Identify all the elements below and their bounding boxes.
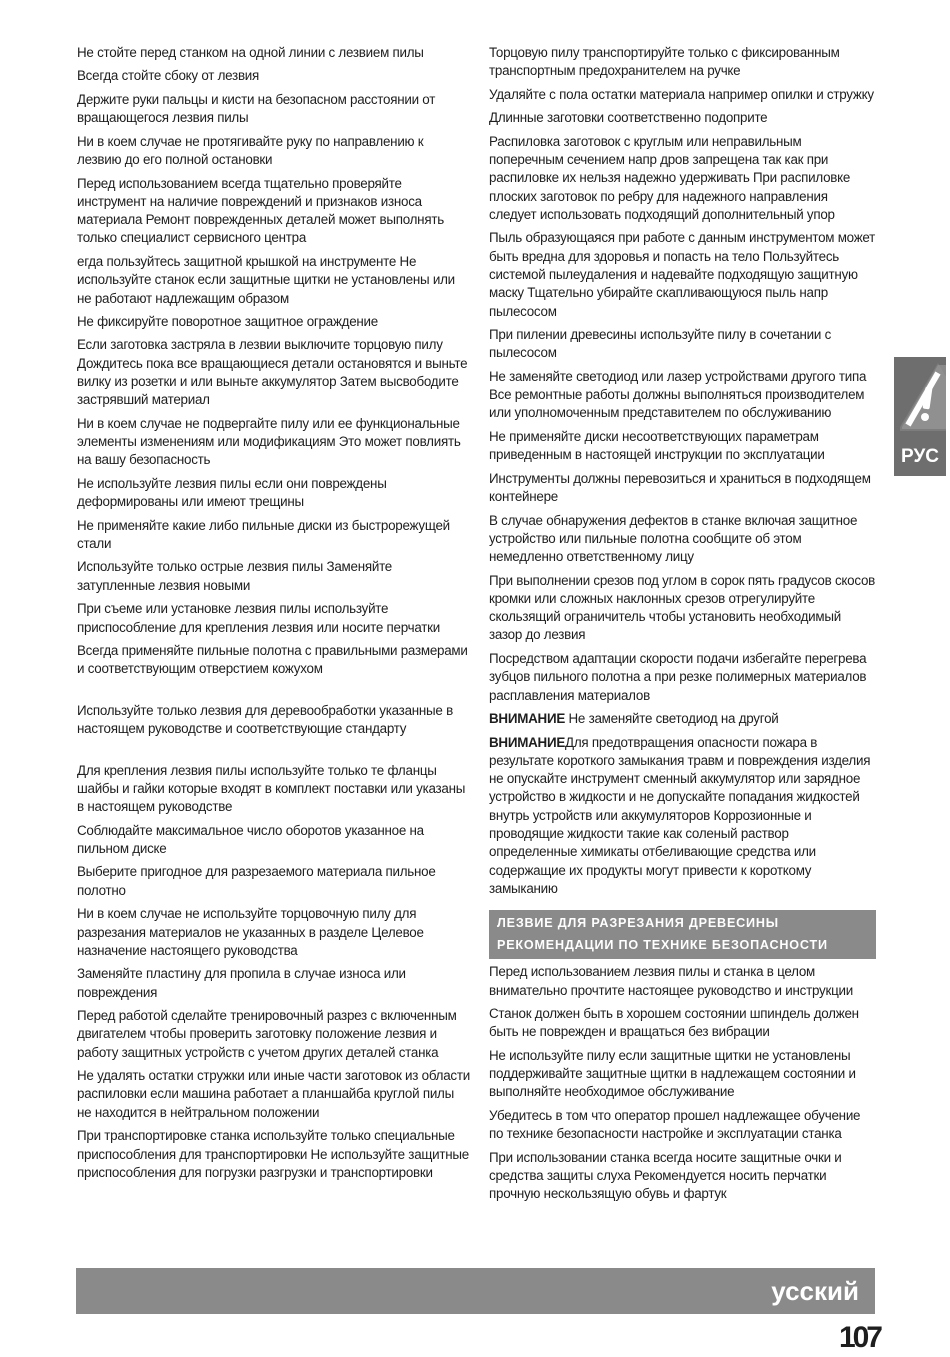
paragraph: Не стойте перед станком на одной линии с лезвием пилы	[77, 45, 424, 60]
right-paragraphs	[489, 44, 876, 705]
paragraph: Длинные заготовки соответственно подоприте	[489, 110, 768, 126]
section-heading-line2: РЕКОМЕНДАЦИИ ПО ТЕХНИКЕ БЕЗОПАСНОСТИ	[497, 938, 828, 953]
paragraph: Для крепления лезвия пилы используйте только те фланцы шайбы и гайки которые входят в комплект поставки или указаны в настоящем руководстве	[77, 762, 466, 815]
warning-label: ВНИМАНИЕ	[489, 711, 566, 727]
paragraph: При транспортировке станка используйте только специальные приспособления для транспортировки Не используйте защитные приспособления для погрузки разгрузки и транспортировки	[77, 1128, 469, 1180]
paragraph-gap	[77, 744, 470, 762]
footer-language-label: усский	[771, 1276, 859, 1306]
paragraph-gap	[77, 684, 470, 702]
paragraph: Не применяйте какие либо пильные диски из быстрорежущей стали	[77, 517, 450, 551]
paragraph: В случае обнаружения дефектов в станке включая защитное устройство или пильные полотна сообщите об этом немедленно ответственному лицу	[489, 512, 858, 565]
paragraph: Не используйте лезвия пилы если они повреждены деформированы или имеют трещины	[77, 475, 387, 510]
right-column	[489, 44, 876, 1209]
left-column	[77, 44, 470, 1187]
warning-triangle-icon	[894, 357, 946, 439]
paragraph: Выберите пригодное для разрезаемого материала пильное полотно	[77, 864, 436, 898]
warning-led	[489, 710, 876, 728]
section-paragraphs	[489, 963, 876, 1203]
paragraph: Если заготовка застряла в лезвии выключите торцовую пилу Дождитесь пока все вращающиеся детали остановятся и выньте вилку из розетки и или выньте аккумулятор Затем высвободите застрявший материал	[77, 337, 468, 408]
paragraph: Всегда стойте сбоку от лезвия	[77, 68, 260, 84]
paragraph: Всегда применяйте пильные полотна с правильными размерами и соответствующим отверстием кожухом	[77, 643, 468, 677]
paragraph: егда пользуйтесь защитной крышкой на инструменте Не используйте станок если защитные щитки не установлены или не работают надлежащим образом	[77, 253, 455, 306]
language-code: РУС	[901, 446, 939, 467]
paragraph: Посредством адаптации скорости подачи избегайте перегрева зубцов пильного полотна а при резке полимерных материалов расплавления материалов	[489, 650, 867, 703]
paragraph: Держите руки пальцы и кисти на безопасном расстоянии от вращающегося лезвия пилы	[77, 91, 436, 126]
paragraph: При съеме или установке лезвия пилы используйте приспособление для крепления лезвия или носите перчатки	[77, 601, 440, 635]
paragraph: Ни в коем случае не подвергайте пилу или ее функциональные элементы изменениям или модификациям Это может повлиять на вашу безопасность	[77, 415, 461, 468]
paragraph: Перед использованием всегда тщательно проверяйте инструмент на наличие повреждений и признаков износа материала Ремонт поврежденных деталей может выполнять только специалист сервисного центра	[77, 175, 444, 246]
paragraph: При выполнении срезов под углом в сорок пять градусов скосов кромки или сложных наклонных срезов отрегулируйте скользящий ограничитель чтобы установить необходимый зазор до лезвия	[489, 572, 876, 643]
paragraph: Ни в коем случае не используйте торцовочную пилу для разрезания материалов не указанных в разделе Целевое назначение настоящего руководства	[77, 906, 424, 958]
paragraph: Перед работой сделайте тренировочный разрез с включенным двигателем чтобы проверить заготовку положение лезвия и работу защитных устройств с учетом других деталей станка	[77, 1008, 457, 1060]
paragraph: При пилении древесины используйте пилу в сочетании с пылесосом	[489, 327, 832, 361]
warning-text: Для предотвращения опасности пожара в результате короткого замыкания травм и повреждения изделия не опускайте инструмент сменный аккумулятор или зарядное устройство в жидкости и не допускайте попадания жидкостей внутрь устройств или аккумуляторов Коррозионные и проводящие жидкости такие как соленый раствор определенные химикаты отбеливающие средства или содержащие их продукты могут привести к короткому замыканию	[489, 734, 871, 896]
paragraph: При использовании станка всегда носите защитные очки и средства защиты слуха Рекомендуется носить перчатки прочную нескользящую обувь и фартук	[489, 1149, 842, 1202]
section-heading	[489, 910, 876, 959]
warning-text: Не заменяйте светодиод на другой	[565, 711, 779, 727]
language-side-tab	[894, 357, 946, 476]
paragraph: Пыль образующаяся при работе с данным инструментом может быть вредна для здоровья и попасть на тело Пользуйтесь системой пылеудаления и надевайте подходящую защитную маску Тщательно убирайте скапливающуюся пыль напр пылесосом	[489, 230, 876, 319]
section-heading-line1: ЛЕЗВИЕ ДЛЯ РАЗРЕЗАНИЯ ДРЕВЕСИНЫ	[497, 916, 779, 931]
paragraph: Заменяйте пластину для пропила в случае износа или повреждения	[77, 966, 406, 1000]
paragraph: Не заменяйте светодиод или лазер устройствами другого типа Все ремонтные работы должны выполняться производителем или уполномоченным представителем по обслуживанию	[489, 368, 867, 421]
footer-bar	[76, 1268, 875, 1314]
paragraph: Не фиксируйте поворотное защитное ограждение	[77, 313, 378, 329]
warning-fire	[489, 734, 876, 899]
paragraph: Не удалять остатки стружки или иные части заготовок из области распиловки если машина работает а планшайба круглой пилы не находится в нейтральном положении	[77, 1068, 470, 1120]
paragraph: Удаляйте с пола остатки материала например опилки и стружку	[489, 86, 874, 102]
warning-label: ВНИМАНИЕ	[489, 734, 566, 750]
paragraph: Не применяйте диски несоответствующих параметрам приведенным в настоящей инструкции по эксплуатации	[489, 428, 825, 463]
paragraph: Торцовую пилу транспортируйте только с фиксированным транспортным предохранителем на ручке	[489, 45, 840, 79]
paragraph: Убедитесь в том что оператор прошел надлежащее обучение по технике безопасности настройке и эксплуатации станка	[489, 1107, 861, 1142]
page-number: 107	[838, 1321, 880, 1354]
paragraph: Распиловка заготовок с круглым или неправильным поперечным сечением напр дров запрещена так как при распиловке их нельзя надежно удерживать При распиловке плоских заготовок по ребру для надежного направления следует использовать подходящий дополнительный упор	[489, 133, 851, 222]
paragraph: Соблюдайте максимальное число оборотов указанное на пильном диске	[77, 822, 424, 856]
paragraph: Используйте только лезвия для деревообработки указанные в настоящем руководстве и соответствующие стандарту	[77, 702, 453, 737]
paragraph: Станок должен быть в хорошем состоянии шпиндель должен быть не поврежден и вращаться без вибрации	[489, 1005, 859, 1040]
paragraph: Используйте только острые лезвия пилы Заменяйте затупленные лезвия новыми	[77, 559, 392, 593]
paragraph: Ни в коем случае не протягивайте руку по направлению к лезвию до его полной остановки	[77, 133, 424, 168]
paragraph: Не используйте пилу если защитные щитки не установлены поддерживайте защитные щитки в надлежащем состоянии и выполняйте необходимое обслуживание	[489, 1047, 856, 1100]
paragraph: Перед использованием лезвия пилы и станка в целом внимательно прочтите настоящее руководство и инструкции	[489, 964, 853, 998]
paragraph: Инструменты должны перевозиться и храниться в подходящем контейнере	[489, 470, 871, 505]
